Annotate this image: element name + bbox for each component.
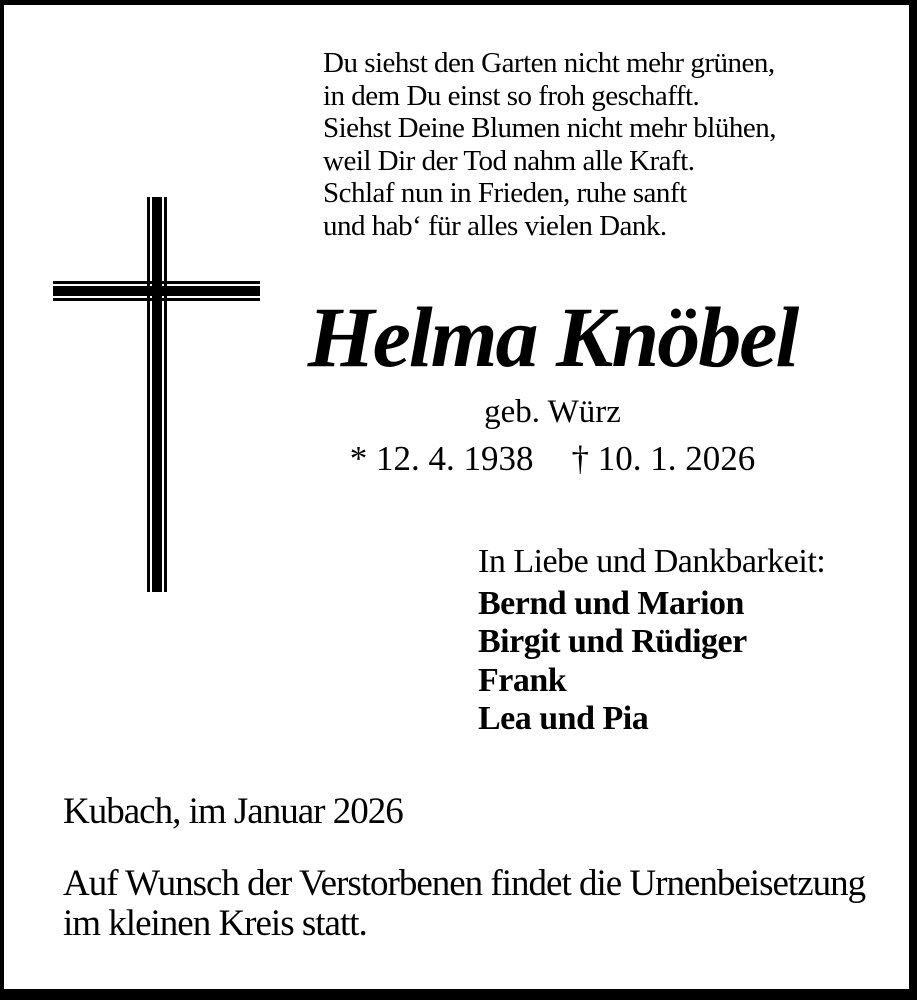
poem-line: Siehst Deine Blumen nicht mehr blühen,	[323, 112, 776, 144]
poem-line: in dem Du einst so froh geschafft.	[323, 79, 700, 112]
death-date: 10. 1. 2026	[597, 439, 756, 478]
tribute-intro: In Liebe und Dankbarkeit:	[478, 543, 826, 580]
memorial-poem	[323, 47, 776, 242]
poem-line: Schlaf nun in Frieden, ruhe sanft	[323, 177, 687, 209]
mourner-line: Lea und Pia	[478, 699, 649, 737]
funeral-notice-line: im kleinen Kreis statt.	[63, 902, 367, 944]
poem-line: weil Dir der Tod nahm alle Kraft.	[323, 144, 695, 177]
mourner-line: Bernd und Marion	[478, 585, 744, 622]
deceased-name: Helma Knöbel	[307, 289, 798, 385]
poem-line: Du siehst den Garten nicht mehr grünen,	[323, 47, 775, 79]
mourner-line: Birgit und Rüdiger	[478, 623, 747, 661]
birth-star-symbol: *	[349, 439, 368, 478]
birth-date-group	[350, 439, 534, 478]
death-date-group	[572, 439, 756, 478]
maiden-name: geb. Würz	[484, 394, 621, 430]
death-dagger-symbol: †	[571, 439, 589, 478]
mourners-list	[478, 585, 747, 738]
funeral-notice-line: Auf Wunsch der Verstorbenen findet die Urnenbeisetzung	[63, 863, 866, 904]
birth-date: 12. 4. 1938	[376, 439, 534, 478]
latin-cross-icon	[53, 197, 260, 592]
place-and-date: Kubach, im Januar 2026	[63, 791, 403, 832]
mourner-line: Frank	[478, 661, 567, 699]
poem-line: und hab‘ für alles vielen Dank.	[323, 209, 667, 242]
life-dates	[300, 441, 805, 476]
funeral-notice	[63, 864, 865, 943]
